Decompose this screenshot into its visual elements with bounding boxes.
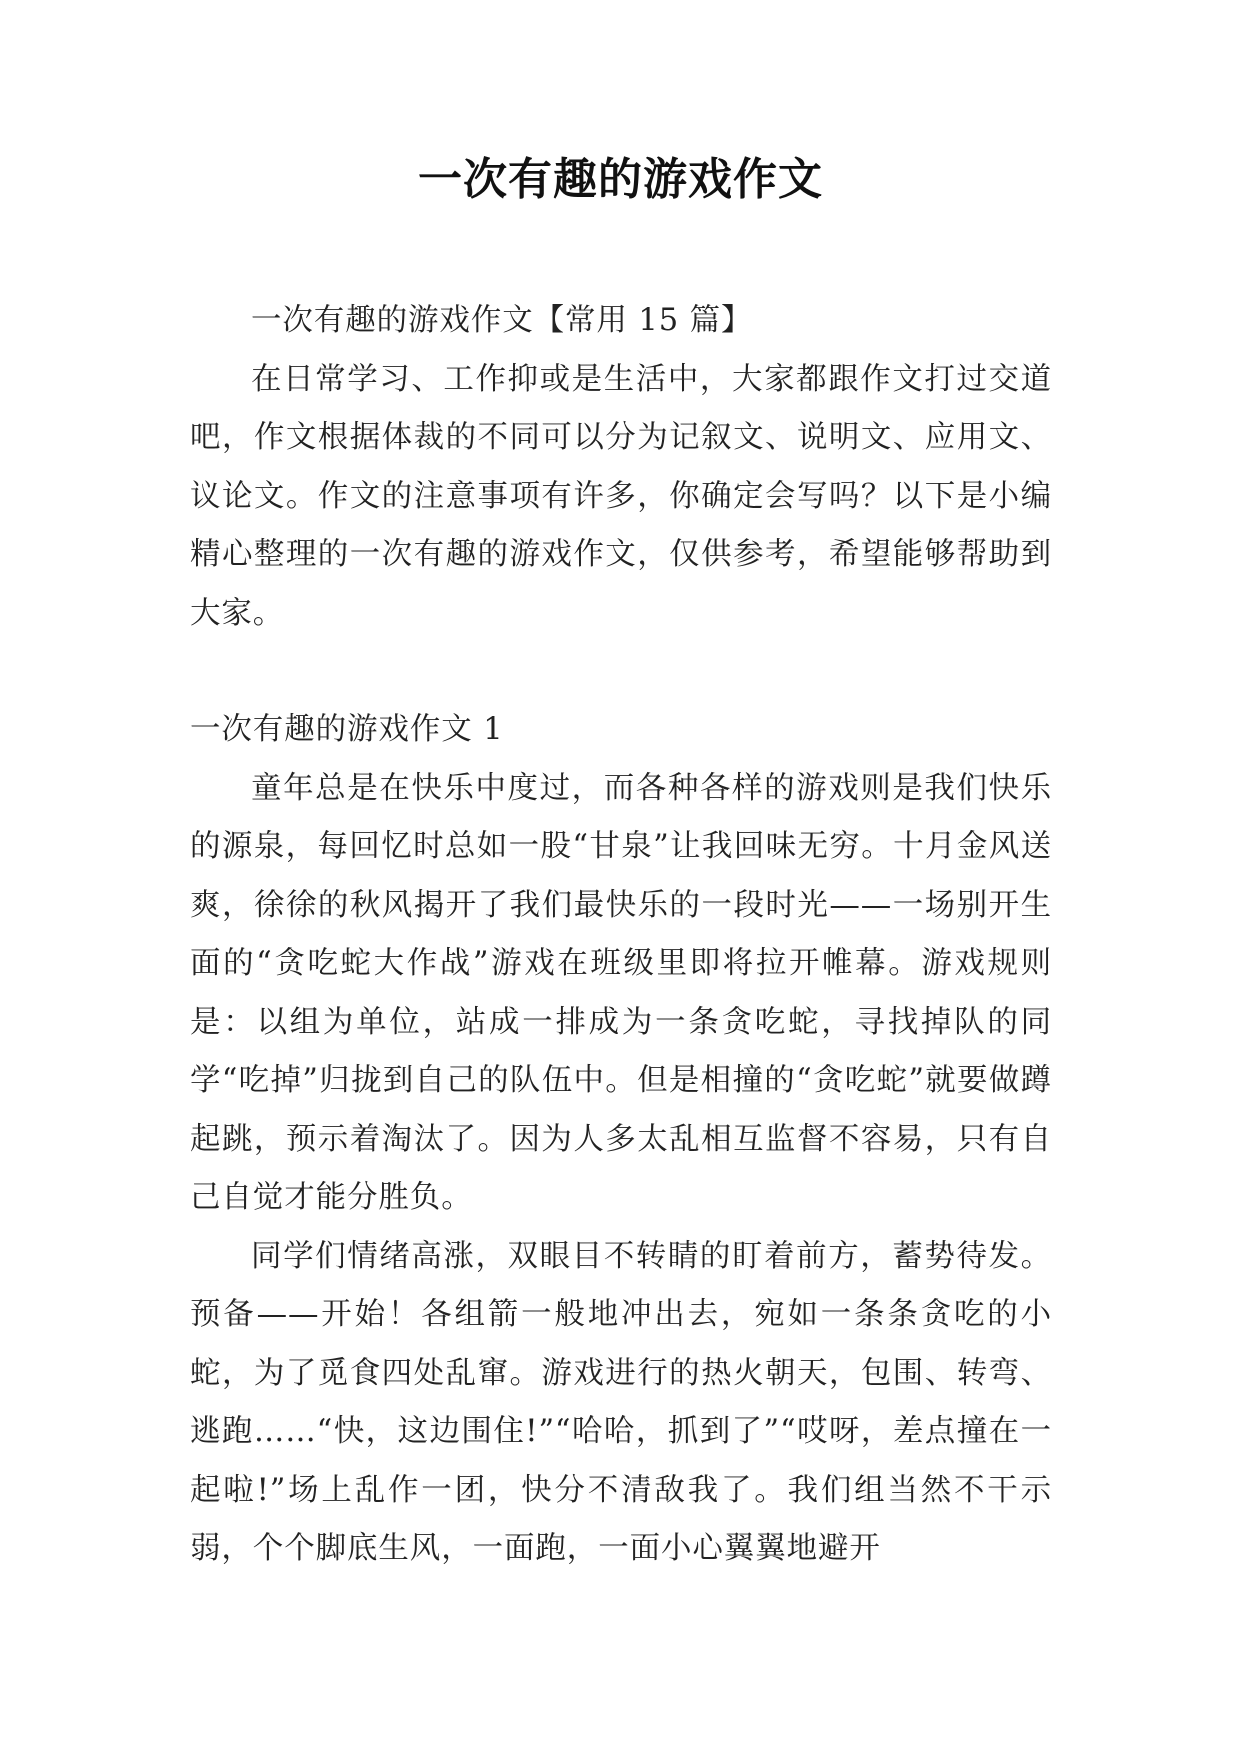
body-paragraph-1: 童年总是在快乐中度过，而各种各样的游戏则是我们快乐的源泉，每回忆时总如一股“甘泉”让我回味无穷。十月金风送爽，徐徐的秋风揭开了我们最快乐的一段时光——一场别开生面的“贪吃蛇大作战”游戏在班级里即将拉开帷幕。游戏规则是：以组为单位，站成一排成为一条贪吃蛇，寻找掉队的同学“吃掉”归拢到自己的队伍中。但是相撞的“贪吃蛇”就要做蹲起跳，预示着淘汰了。因为人多太乱相互监督不容易，只有自己自觉才能分胜负。 (190, 770, 1052, 1215)
document-title: 一次有趣的游戏作文 (418, 154, 823, 205)
paragraph-gap (190, 643, 1052, 701)
section-heading: 一次有趣的游戏作文 1 (190, 712, 504, 747)
body-paragraph-2: 同学们情绪高涨，双眼目不转睛的盯着前方，蓄势待发。预备——开始！各组箭一般地冲出去，宛如一条条贪吃的小蛇，为了觅食四处乱窜。游戏进行的热火朝天，包围、转弯、逃跑……“快，这边围住!”“哈哈，抓到了”“哎呀，差点撞在一起啦!”场上乱作一团，快分不清敌我了。我们组当然不干示弱，个个脚底生风，一面跑，一面小心翼翼地避开 (190, 1238, 1052, 1566)
document-subtitle: 一次有趣的游戏作文【常用 15 篇】 (251, 303, 753, 338)
document-body (190, 292, 1052, 1579)
intro-paragraph: 在日常学习、工作抑或是生活中，大家都跟作文打过交道吧，作文根据体裁的不同可以分为记叙文、说明文、应用文、议论文。作文的注意事项有许多，你确定会写吗？以下是小编精心整理的一次有趣的游戏作文，仅供参考，希望能够帮助到大家。 (190, 361, 1052, 631)
